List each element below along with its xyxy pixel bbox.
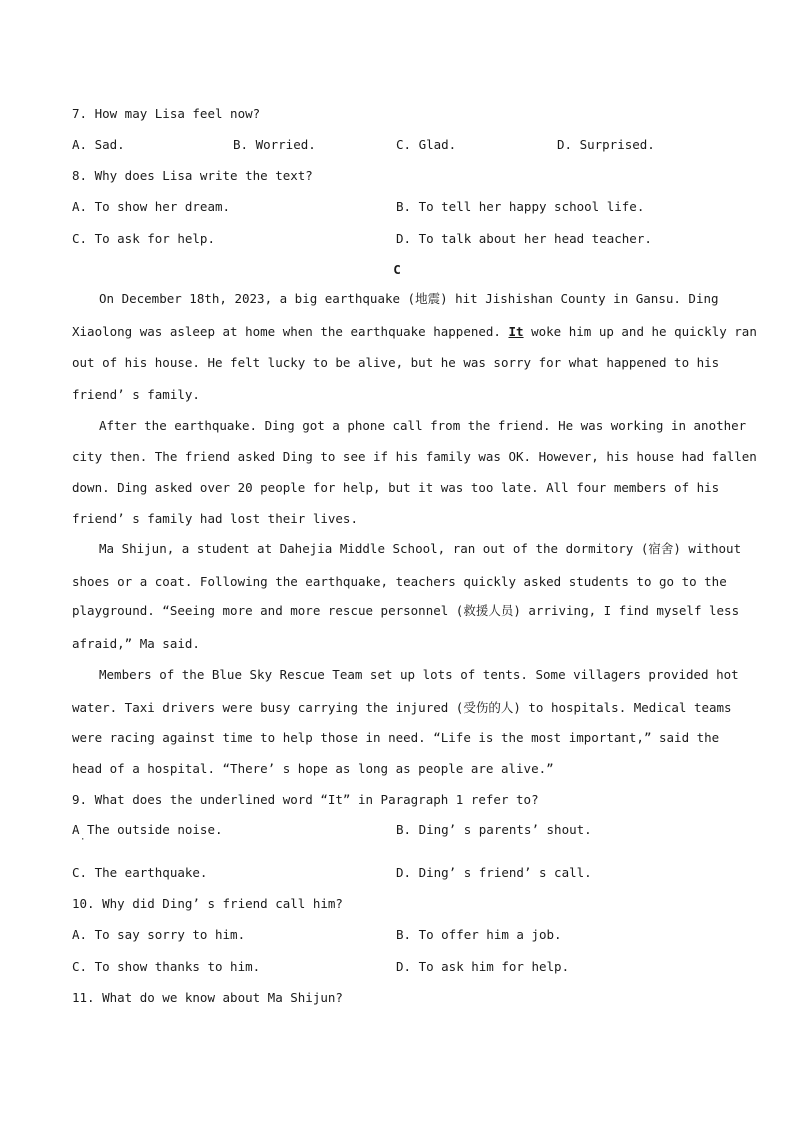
section-heading: C (393, 262, 401, 277)
q10-option-a: A. To say sorry to him. (72, 927, 246, 942)
question-10: 10. Why did Ding’ s friend call him? (72, 896, 343, 911)
q8-option-c: C. To ask for help. (72, 231, 215, 246)
passage-p2-line2: city then. The friend asked Ding to see if his family was OK. However, his house had fallen (72, 449, 757, 464)
q8-option-b: B. To tell her happy school life. (396, 199, 645, 214)
passage-p4-line3: were racing against time to help those in need. “Life is the most important,” said the (72, 730, 720, 745)
q10-option-b: B. To offer him a job. (396, 927, 562, 942)
passage-p1-line3: out of his house. He felt lucky to be alive, but he was sorry for what happened to his (72, 355, 720, 370)
question-11: 11. What do we know about Ma Shijun? (72, 990, 343, 1005)
passage-p4-line1: Members of the Blue Sky Rescue Team set up lots of tents. Some villagers provided hot (99, 667, 739, 682)
passage-p1-line1: On December 18th, 2023, a big earthquake (地震) hit Jishishan County in Gansu. Ding (99, 291, 719, 306)
q8-option-d: D. To talk about her head teacher. (396, 231, 652, 246)
passage-p3-line2: shoes or a coat. Following the earthquake, teachers quickly asked students to go to the (72, 574, 727, 589)
q7-option-b: B. Worried. (233, 137, 316, 152)
q7-option-d: D. Surprised. (557, 137, 655, 152)
q8-option-a: A. To show her dream. (72, 199, 231, 214)
passage-text: Xiaolong was asleep at home when the earthquake happened. (72, 324, 509, 339)
passage-p4-line2: water. Taxi drivers were busy carrying the injured (受伤的人) to hospitals. Medical teams (72, 700, 732, 715)
passage-p2-line3: down. Ding asked over 20 people for help, but it was too late. All four members of his (72, 480, 720, 495)
q10-option-d: D. To ask him for help. (396, 959, 570, 974)
passage-p3-line3: playground. “Seeing more and more rescue personnel (救援人员) arriving, I find myself less (72, 603, 740, 618)
passage-p3-line1: Ma Shijun, a student at Dahejia Middle School, ran out of the dormitory (宿舍) without (99, 541, 742, 556)
passage-p3-line4: afraid,” Ma said. (72, 636, 200, 651)
q10-option-c: C. To show thanks to him. (72, 959, 261, 974)
question-8: 8. Why does Lisa write the text? (72, 168, 313, 183)
passage-p1-line4: friend’ s family. (72, 387, 200, 402)
q9-option-a: A The outside noise. (72, 822, 223, 837)
passage-p1-line2 (72, 324, 757, 340)
passage-text: woke him up and he quickly ran (523, 324, 757, 339)
stray-dot: · (80, 835, 86, 845)
q9-option-c: C. The earthquake. (72, 865, 208, 880)
q7-option-c: C. Glad. (396, 137, 457, 152)
q7-option-a: A. Sad. (72, 137, 125, 152)
passage-p2-line1: After the earthquake. Ding got a phone call from the friend. He was working in another (99, 418, 747, 433)
q9-option-d: D. Ding’ s friend’ s call. (396, 865, 592, 880)
q9-option-b: B. Ding’ s parents’ shout. (396, 822, 592, 837)
question-9: 9. What does the underlined word “It” in Paragraph 1 refer to? (72, 792, 539, 807)
passage-p4-line4: head of a hospital. “There’ s hope as long as people are alive.” (72, 761, 554, 776)
underlined-word-it: It (508, 324, 524, 339)
question-7: 7. How may Lisa feel now? (72, 106, 261, 121)
passage-p2-line4: friend’ s family had lost their lives. (72, 511, 358, 526)
